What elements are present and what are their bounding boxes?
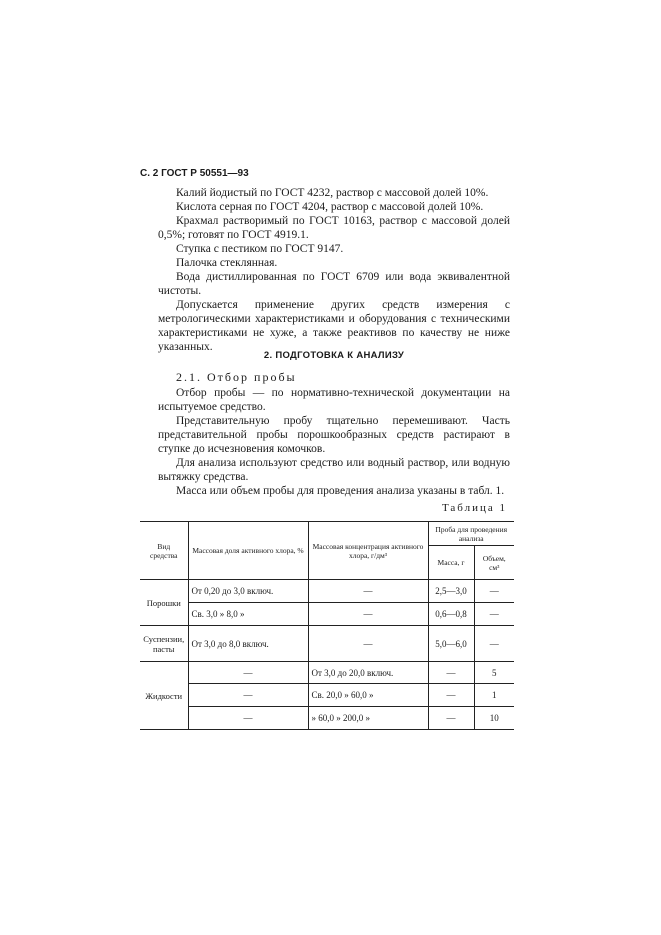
paragraph: Вода дистиллированная по ГОСТ 6709 или вода эквивалентной чистоты. bbox=[158, 271, 510, 297]
paragraph: Масса или объем пробы для проведения анализа указаны в табл. 1. bbox=[176, 485, 505, 497]
paragraph: Палочка стеклянная. bbox=[176, 257, 278, 269]
cell-mass: 5,0—6,0 bbox=[428, 626, 474, 662]
table-row bbox=[140, 662, 514, 684]
header-mass-concentration: Массовая концентрация активного хлора, г/дм³ bbox=[308, 522, 428, 580]
cell-concentration: — bbox=[308, 580, 428, 603]
cell-volume: 1 bbox=[474, 684, 514, 707]
cell-concentration: — bbox=[308, 626, 428, 662]
cell-fraction: От 3,0 до 8,0 включ. bbox=[188, 626, 308, 662]
cell-fraction: Св. 3,0 » 8,0 » bbox=[188, 603, 308, 626]
table-row bbox=[140, 626, 514, 662]
table-row bbox=[140, 684, 514, 707]
cell-volume: — bbox=[474, 580, 514, 603]
header-mass: Масса, г bbox=[428, 546, 474, 580]
cell-volume: 5 bbox=[474, 662, 514, 684]
paragraph: Крахмал растворимый по ГОСТ 10163, раствор с массовой долей 0,5%; готовят по ГОСТ 4919.1. bbox=[158, 215, 510, 241]
cell-fraction: — bbox=[188, 684, 308, 707]
header-sample: Проба для проведения анализа bbox=[428, 522, 514, 546]
cell-mass: — bbox=[428, 662, 474, 684]
paragraph: Кислота серная по ГОСТ 4204, раствор с массовой долей 10%. bbox=[176, 201, 484, 213]
cell-volume: 10 bbox=[474, 707, 514, 730]
cell-concentration: — bbox=[308, 603, 428, 626]
header-mass-fraction: Массовая доля активного хлора, % bbox=[188, 522, 308, 580]
group-suspensions: Суспензии, пасты bbox=[140, 626, 188, 662]
cell-concentration: Св. 20,0 » 60,0 » bbox=[308, 684, 428, 707]
cell-mass: 0,6—0,8 bbox=[428, 603, 474, 626]
cell-mass: — bbox=[428, 707, 474, 730]
paragraph: Калий йодистый по ГОСТ 4232, раствор с массовой долей 10%. bbox=[176, 187, 489, 199]
table-row bbox=[140, 603, 514, 626]
header-type: Вид средства bbox=[140, 522, 188, 580]
table-label: Таблица 1 bbox=[441, 502, 507, 514]
paragraph: Отбор пробы — по нормативно-технической документации на испытуемое средство. bbox=[158, 387, 510, 413]
group-powders: Порошки bbox=[140, 580, 188, 626]
cell-concentration: » 60,0 » 200,0 » bbox=[308, 707, 428, 730]
section-title: 2. ПОДГОТОВКА К АНАЛИЗУ bbox=[263, 350, 405, 361]
paragraph: Для анализа используют средство или водный раствор, или водную вытяжку средства. bbox=[158, 457, 510, 483]
cell-concentration: От 3,0 до 20,0 включ. bbox=[308, 662, 428, 684]
header-volume: Объем, см³ bbox=[474, 546, 514, 580]
cell-volume: — bbox=[474, 626, 514, 662]
subsection-title: 2.1. Отбор пробы bbox=[176, 370, 297, 384]
table-row bbox=[140, 580, 514, 603]
sample-table bbox=[140, 521, 514, 730]
paragraph: Ступка с пестиком по ГОСТ 9147. bbox=[176, 243, 344, 255]
cell-mass: — bbox=[428, 684, 474, 707]
paragraph: Представительную пробу тщательно перемешивают. Часть представительной пробы порошкообразных средств растирают в ступке до исчезновения комочков. bbox=[158, 415, 510, 455]
materials-list bbox=[158, 186, 510, 354]
page-header: С. 2 ГОСТ Р 50551—93 bbox=[140, 168, 249, 179]
cell-fraction: — bbox=[188, 662, 308, 684]
paragraph: Допускается применение других средств измерения с метрологическими характеристиками и оборудования с техническими характеристиками не хуже, а также реактивов по качеству не ниже указанных. bbox=[158, 299, 510, 353]
table-row bbox=[140, 707, 514, 730]
cell-volume: — bbox=[474, 603, 514, 626]
sampling-text bbox=[158, 386, 510, 498]
cell-mass: 2,5—3,0 bbox=[428, 580, 474, 603]
cell-fraction: От 0,20 до 3,0 включ. bbox=[188, 580, 308, 603]
group-liquids: Жидкости bbox=[140, 662, 188, 730]
cell-fraction: — bbox=[188, 707, 308, 730]
